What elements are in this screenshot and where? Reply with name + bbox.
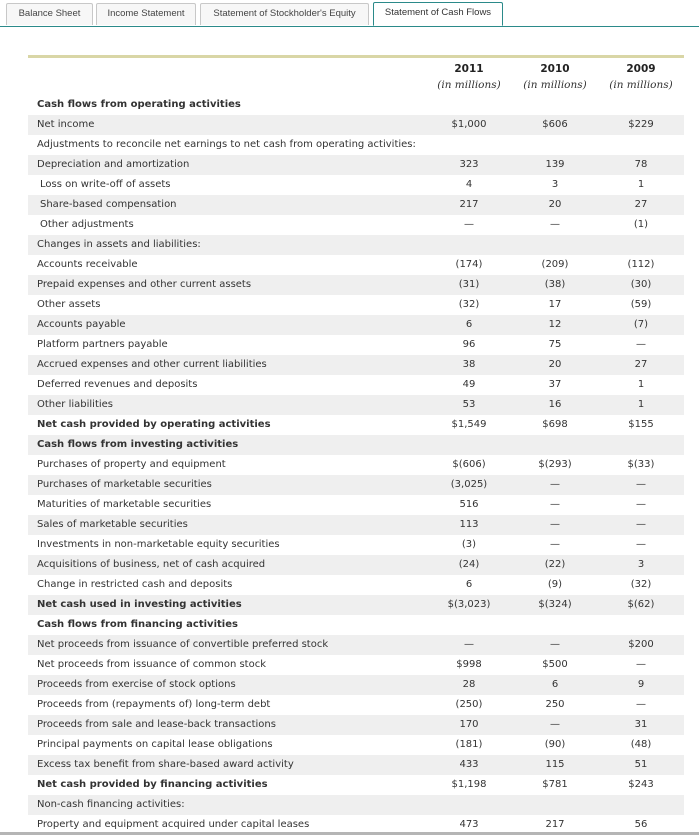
row-label: Net cash provided by operating activities bbox=[37, 419, 271, 430]
cell-value: 28 bbox=[462, 679, 476, 690]
cell-value: — bbox=[636, 699, 646, 710]
cell-value: (3) bbox=[461, 539, 477, 550]
tab-income-statement[interactable]: Income Statement bbox=[96, 3, 196, 25]
row-label: Accrued expenses and other current liabilities bbox=[37, 359, 267, 370]
cell-value: 3 bbox=[551, 179, 559, 190]
column-unit: (in millions) bbox=[523, 79, 587, 91]
cell-value: 250 bbox=[545, 699, 565, 710]
row-label: Deferred revenues and deposits bbox=[37, 379, 198, 390]
row-label: Platform partners payable bbox=[37, 339, 168, 350]
cell-value: (3,025) bbox=[450, 479, 488, 490]
table-row bbox=[28, 675, 684, 695]
cell-value: — bbox=[636, 659, 646, 670]
column-unit: (in millions) bbox=[609, 79, 673, 91]
cell-value: — bbox=[550, 719, 560, 730]
cell-value: 113 bbox=[459, 519, 479, 530]
table-row bbox=[28, 455, 684, 475]
tab-balance-sheet[interactable]: Balance Sheet bbox=[6, 3, 93, 25]
cell-value: $1,000 bbox=[451, 119, 487, 130]
table-row bbox=[28, 595, 684, 615]
cell-value: 31 bbox=[634, 719, 648, 730]
row-label: Net cash provided by financing activities bbox=[37, 779, 268, 790]
cell-value: 75 bbox=[548, 339, 562, 350]
row-label: Net income bbox=[37, 119, 95, 130]
cell-value: 1 bbox=[637, 179, 645, 190]
row-label: Sales of marketable securities bbox=[37, 519, 188, 530]
cell-value: 516 bbox=[459, 499, 479, 510]
table-row bbox=[28, 415, 684, 435]
column-year: 2011 bbox=[454, 63, 484, 75]
cell-value: 217 bbox=[545, 819, 565, 830]
cell-value: (7) bbox=[633, 319, 649, 330]
cell-value: (90) bbox=[544, 739, 566, 750]
cell-value: (181) bbox=[455, 739, 483, 750]
cell-value: (31) bbox=[458, 279, 480, 290]
row-label: Accounts receivable bbox=[37, 259, 138, 270]
table-row bbox=[28, 475, 684, 495]
row-label: Net cash used in investing activities bbox=[37, 599, 242, 610]
cell-value: (22) bbox=[544, 559, 566, 570]
cell-value: (38) bbox=[544, 279, 566, 290]
table-row bbox=[28, 715, 684, 735]
cell-value: 17 bbox=[548, 299, 562, 310]
cell-value: — bbox=[636, 339, 646, 350]
cell-value: $(3,023) bbox=[447, 599, 491, 610]
row-label: Share-based compensation bbox=[40, 199, 177, 210]
row-label: Prepaid expenses and other current assets bbox=[37, 279, 252, 290]
table-row bbox=[28, 515, 684, 535]
cell-value: (32) bbox=[630, 579, 652, 590]
cell-value: 51 bbox=[634, 759, 648, 770]
cell-value: 323 bbox=[459, 159, 479, 170]
cell-value: — bbox=[464, 219, 474, 230]
tab-bar bbox=[0, 0, 699, 27]
row-label: Other liabilities bbox=[37, 399, 114, 410]
row-label: Accounts payable bbox=[37, 319, 126, 330]
cell-value: (112) bbox=[627, 259, 655, 270]
cell-value: 1 bbox=[637, 379, 645, 390]
table-row bbox=[28, 195, 684, 215]
cell-value: (59) bbox=[630, 299, 652, 310]
cell-value: 473 bbox=[459, 819, 479, 830]
table-row bbox=[28, 235, 684, 255]
cell-value: 37 bbox=[548, 379, 562, 390]
table-row bbox=[28, 575, 684, 595]
cell-value: 139 bbox=[545, 159, 565, 170]
cell-value: — bbox=[636, 519, 646, 530]
table-row bbox=[28, 315, 684, 335]
row-label: Cash flows from investing activities bbox=[37, 439, 239, 450]
cell-value: 49 bbox=[462, 379, 476, 390]
row-label: Maturities of marketable securities bbox=[37, 499, 212, 510]
cell-value: 16 bbox=[548, 399, 562, 410]
cell-value: $(33) bbox=[627, 459, 655, 470]
cell-value: (32) bbox=[458, 299, 480, 310]
column-year: 2010 bbox=[540, 63, 570, 75]
row-label: Other assets bbox=[37, 299, 101, 310]
cell-value: $998 bbox=[456, 659, 482, 670]
cell-value: (9) bbox=[547, 579, 563, 590]
cell-value: — bbox=[550, 219, 560, 230]
cell-value: 170 bbox=[459, 719, 479, 730]
cell-value: $(606) bbox=[452, 459, 486, 470]
tab-cash-flows[interactable]: Statement of Cash Flows bbox=[373, 2, 503, 26]
cell-value: $(62) bbox=[627, 599, 655, 610]
cell-value: 56 bbox=[634, 819, 648, 830]
column-year: 2009 bbox=[626, 63, 656, 75]
table-row bbox=[28, 535, 684, 555]
table-row bbox=[28, 795, 684, 815]
table-top-border bbox=[28, 55, 684, 58]
row-label: Purchases of property and equipment bbox=[37, 459, 226, 470]
row-label: Property and equipment acquired under capital leases bbox=[37, 819, 310, 830]
cell-value: $1,198 bbox=[451, 779, 487, 790]
cell-value: — bbox=[550, 539, 560, 550]
column-header-2009 bbox=[601, 61, 681, 93]
table-row bbox=[28, 435, 684, 455]
row-label: Net proceeds from issuance of convertible preferred stock bbox=[37, 639, 329, 650]
table-row bbox=[28, 615, 684, 635]
row-label: Adjustments to reconcile net earnings to net cash from operating activities: bbox=[37, 139, 416, 150]
table-row bbox=[28, 755, 684, 775]
cell-value: 1 bbox=[637, 399, 645, 410]
cell-value: $(324) bbox=[538, 599, 572, 610]
table-row bbox=[28, 655, 684, 675]
table-row bbox=[28, 495, 684, 515]
row-label: Excess tax benefit from share-based award activity bbox=[37, 759, 294, 770]
cell-value: — bbox=[550, 519, 560, 530]
cell-value: — bbox=[550, 639, 560, 650]
cell-value: (30) bbox=[630, 279, 652, 290]
cell-value: $243 bbox=[628, 779, 654, 790]
cell-value: 53 bbox=[462, 399, 476, 410]
row-label: Proceeds from (repayments of) long-term debt bbox=[37, 699, 271, 710]
cell-value: 38 bbox=[462, 359, 476, 370]
table-row bbox=[28, 215, 684, 235]
cell-value: — bbox=[464, 639, 474, 650]
row-label: Net proceeds from issuance of common stock bbox=[37, 659, 266, 670]
cell-value: $781 bbox=[542, 779, 568, 790]
table-row bbox=[28, 375, 684, 395]
cell-value: 6 bbox=[465, 319, 473, 330]
table-row bbox=[28, 175, 684, 195]
cell-value: 9 bbox=[637, 679, 645, 690]
cell-value: 433 bbox=[459, 759, 479, 770]
row-label: Changes in assets and liabilities: bbox=[37, 239, 201, 250]
row-label: Acquisitions of business, net of cash acquired bbox=[37, 559, 266, 570]
row-label: Change in restricted cash and deposits bbox=[37, 579, 233, 590]
table-row bbox=[28, 695, 684, 715]
cell-value: $200 bbox=[628, 639, 654, 650]
cell-value: $500 bbox=[542, 659, 568, 670]
table-row bbox=[28, 635, 684, 655]
cell-value: 6 bbox=[551, 679, 559, 690]
table-row bbox=[28, 155, 684, 175]
table-row bbox=[28, 275, 684, 295]
cell-value: (24) bbox=[458, 559, 480, 570]
column-header-2011 bbox=[429, 61, 509, 93]
table-row bbox=[28, 355, 684, 375]
row-label: Cash flows from operating activities bbox=[37, 99, 241, 110]
table-row bbox=[28, 255, 684, 275]
cell-value: 27 bbox=[634, 359, 648, 370]
table-row bbox=[28, 335, 684, 355]
row-label: Investments in non-marketable equity securities bbox=[37, 539, 280, 550]
cell-value: — bbox=[550, 499, 560, 510]
cell-value: 96 bbox=[462, 339, 476, 350]
cell-value: 217 bbox=[459, 199, 479, 210]
row-label: Depreciation and amortization bbox=[37, 159, 190, 170]
cell-value: $606 bbox=[542, 119, 568, 130]
row-label: Cash flows from financing activities bbox=[37, 619, 238, 630]
cell-value: 20 bbox=[548, 199, 562, 210]
cell-value: (1) bbox=[633, 219, 649, 230]
cell-value: — bbox=[550, 479, 560, 490]
cell-value: 27 bbox=[634, 199, 648, 210]
row-label: Other adjustments bbox=[40, 219, 134, 230]
cell-value: $(293) bbox=[538, 459, 572, 470]
cell-value: 115 bbox=[545, 759, 565, 770]
column-unit: (in millions) bbox=[437, 79, 501, 91]
cell-value: — bbox=[636, 499, 646, 510]
cell-value: $1,549 bbox=[451, 419, 487, 430]
tab-stockholders-equity[interactable]: Statement of Stockholder's Equity bbox=[200, 3, 369, 25]
cell-value: (250) bbox=[455, 699, 483, 710]
cell-value: 4 bbox=[465, 179, 473, 190]
cell-value: $698 bbox=[542, 419, 568, 430]
row-label: Proceeds from exercise of stock options bbox=[37, 679, 236, 690]
table-row bbox=[28, 555, 684, 575]
cell-value: 6 bbox=[465, 579, 473, 590]
cell-value: 3 bbox=[637, 559, 645, 570]
table-row bbox=[28, 395, 684, 415]
cell-value: 78 bbox=[634, 159, 648, 170]
row-label: Proceeds from sale and lease-back transactions bbox=[37, 719, 276, 730]
table-row bbox=[28, 295, 684, 315]
row-label: Loss on write-off of assets bbox=[40, 179, 171, 190]
table-row bbox=[28, 115, 684, 135]
table-row bbox=[28, 95, 684, 115]
row-label: Principal payments on capital lease obligations bbox=[37, 739, 273, 750]
cell-value: 12 bbox=[548, 319, 562, 330]
table-row bbox=[28, 735, 684, 755]
cell-value: (174) bbox=[455, 259, 483, 270]
row-label: Non-cash financing activities: bbox=[37, 799, 185, 810]
column-header-2010 bbox=[515, 61, 595, 93]
cell-value: $229 bbox=[628, 119, 654, 130]
cell-value: — bbox=[636, 479, 646, 490]
cell-value: 20 bbox=[548, 359, 562, 370]
cell-value: $155 bbox=[628, 419, 654, 430]
table-row bbox=[28, 135, 684, 155]
cell-value: (209) bbox=[541, 259, 569, 270]
table-row bbox=[28, 775, 684, 795]
cell-value: (48) bbox=[630, 739, 652, 750]
row-label: Purchases of marketable securities bbox=[37, 479, 212, 490]
cell-value: — bbox=[636, 539, 646, 550]
